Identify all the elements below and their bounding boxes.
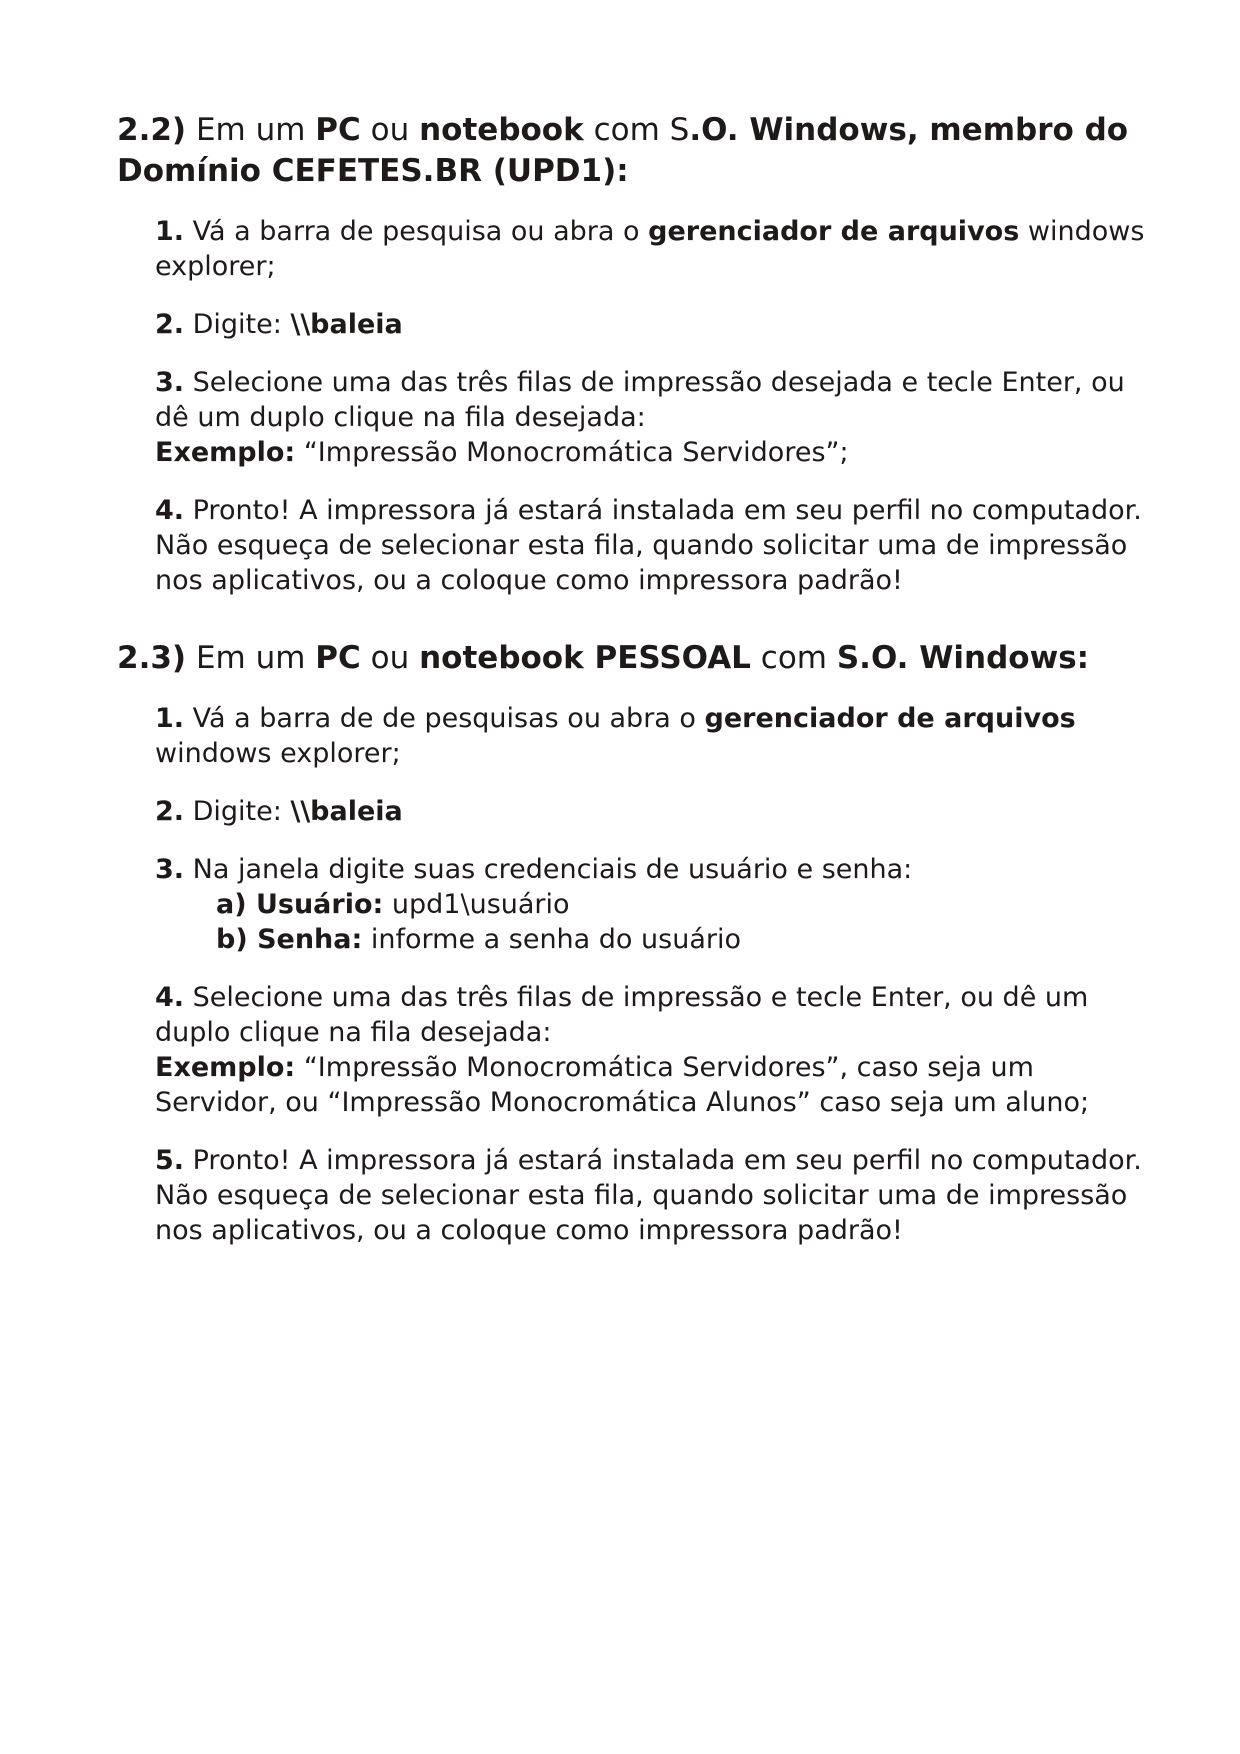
step-item [155,307,1147,342]
step-item [155,214,1147,284]
credential-label: b) Senha: [216,924,363,955]
step-text: Vá a barra de de pesquisas ou abra o [184,703,705,734]
example-label: Exemplo: [155,1052,296,1083]
credential-text: informe a senha do usuário [362,924,741,955]
example-line [155,1050,1147,1120]
step-item [155,365,1147,470]
heading-bold: notebook [419,112,584,148]
credential-text: upd1\usuário [383,889,570,920]
section-heading [117,638,1147,679]
path-text: \\baleia [290,796,403,827]
step-number: 3. [155,367,185,398]
example-label: Exemplo: [155,437,296,468]
step-number: 1. [155,216,185,247]
example-text: “Impressão Monocromática Servidores”, caso seja um Servidor, ou “Impressão Monocromática Alunos” caso seja um aluno; [155,1052,1090,1118]
step-item [155,493,1147,598]
example-line [155,435,1147,470]
step-bold: gerenciador de arquivos [704,703,1076,734]
step-text: Selecione uma das três filas de impressão e tecle Enter, ou dê um duplo clique na fila desejada: [155,982,1089,1048]
heading-bold: .O. Windows, membro do Domínio CEFETES.BR (UPD1): [117,112,1129,189]
step-item [155,852,1147,957]
heading-bold: PC [315,112,361,148]
step-text: Digite: [184,309,291,340]
credential-label: a) Usuário: [216,889,384,920]
heading-text: Em um [186,640,316,676]
step-item [155,794,1147,829]
credential-username-line [216,887,1147,922]
section-heading [117,110,1147,192]
heading-text: Em um [186,112,316,148]
heading-bold: notebook PESSOAL [419,640,751,676]
heading-text: ou [360,640,420,676]
step-text: Pronto! A impressora já estará instalada em seu perfil no computador. Não esqueça de selecionar esta fila, quando solicitar uma de impressão nos aplicativos, ou a coloque como impressora padrão! [155,1145,1142,1246]
step-list [155,214,1147,598]
credential-password-line [216,922,1147,957]
section-2-2 [117,110,1147,621]
step-text: Vá a barra de pesquisa ou abra o [184,216,649,247]
step-number: 2. [155,309,185,340]
example-text: “Impressão Monocromática Servidores”; [295,437,849,468]
heading-bold: PC [315,640,361,676]
step-item [155,980,1147,1120]
step-number: 1. [155,703,185,734]
heading-text: ou [360,112,420,148]
step-text: windows explorer; [155,216,1145,282]
step-list [155,701,1147,1248]
step-number: 3. [155,854,185,885]
step-number: 4. [155,982,185,1013]
step-item [155,701,1147,771]
step-number: 2. [155,796,185,827]
step-number: 4. [155,495,185,526]
section-2-3 [117,638,1147,1271]
step-text: Na janela digite suas credenciais de usuário e senha: [184,854,913,885]
heading-bold: S.O. Windows: [836,640,1090,676]
step-bold: gerenciador de arquivos [648,216,1020,247]
step-number: 5. [155,1145,185,1176]
heading-text: com S [583,112,690,148]
step-text: Selecione uma das três filas de impressão desejada e tecle Enter, ou dê um duplo clique na fila desejada: [155,367,1125,433]
step-text: windows explorer; [155,738,401,769]
step-text: Pronto! A impressora já estará instalada em seu perfil no computador. Não esqueça de selecionar esta fila, quando solicitar uma de impressão nos aplicativos, ou a coloque como impressora padrão! [155,495,1142,596]
step-text: Digite: [184,796,291,827]
heading-number: 2.2) [117,112,187,148]
step-item [155,1143,1147,1248]
heading-text: com [750,640,837,676]
heading-number: 2.3) [117,640,187,676]
path-text: \\baleia [290,309,403,340]
